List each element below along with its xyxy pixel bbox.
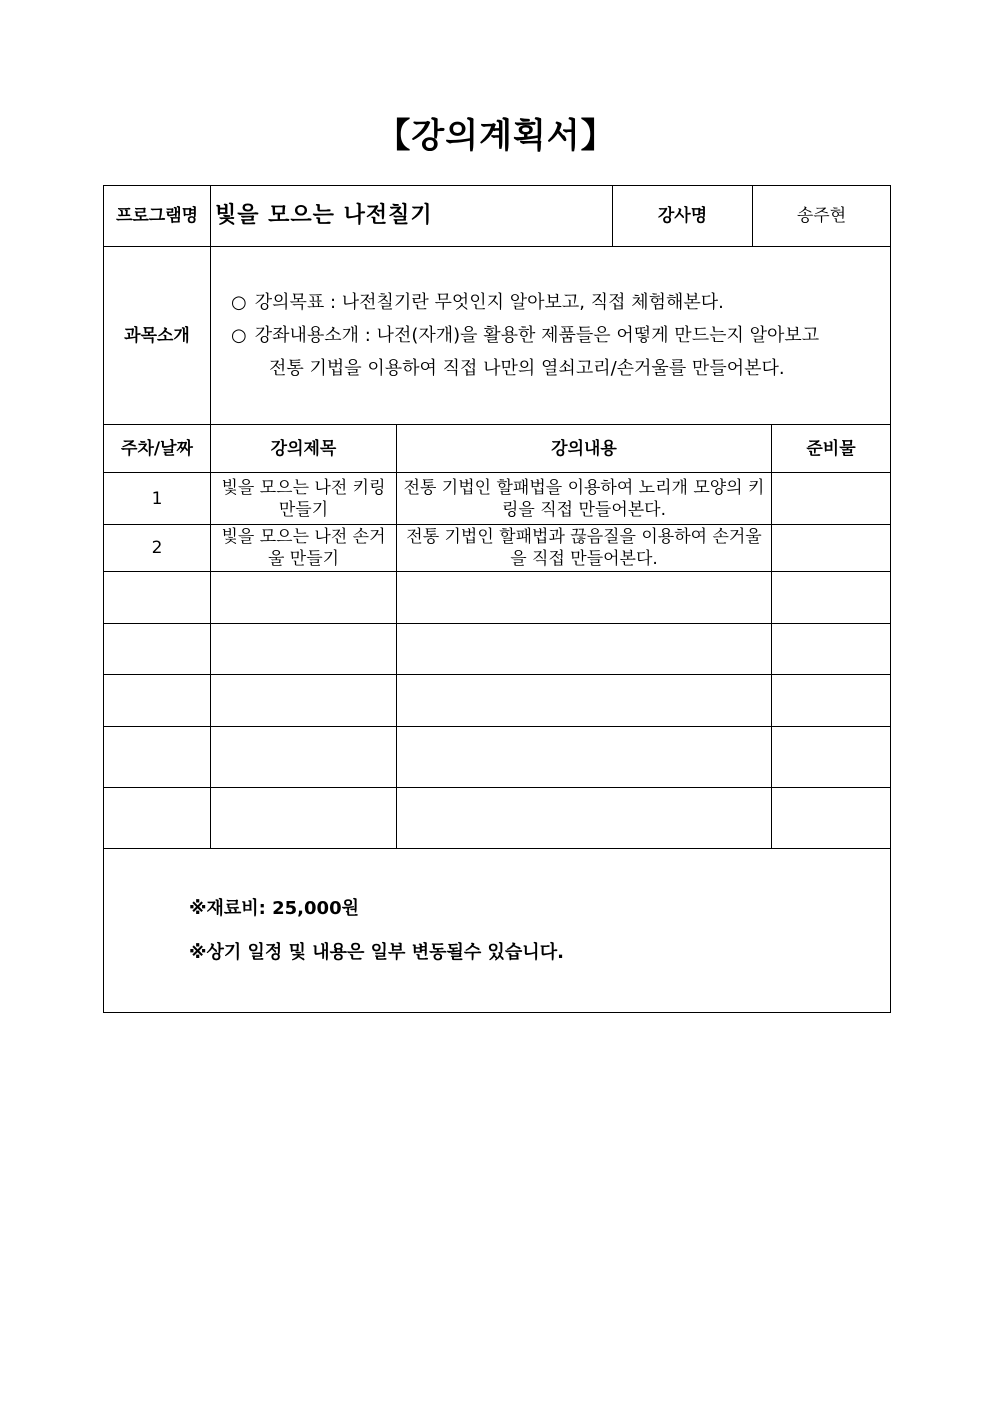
schedule-change-note: ※상기 일정 및 내용은 일부 변동될수 있습니다. [189, 941, 564, 963]
program-label: 프로그램명 [104, 186, 211, 247]
week-cell [104, 788, 211, 849]
week-cell [104, 572, 211, 624]
notes-row [104, 849, 891, 1013]
lecture-content-cell [397, 624, 772, 675]
circle-bullet-icon: ○ [231, 325, 247, 346]
column-header-content: 강의내용 [397, 425, 772, 473]
column-header-title: 강의제목 [211, 425, 397, 473]
column-header-week: 주차/날짜 [104, 425, 211, 473]
notes-cell [104, 849, 891, 1013]
lecture-content-cell [397, 727, 772, 788]
table-row [104, 727, 891, 788]
lecture-content: 전통 기법인 할패법을 이용하여 노리개 모양의 키링을 직접 만들어본다. [403, 477, 765, 520]
lecture-title-cell [211, 473, 397, 525]
lecture-content: 전통 기법인 할패법과 끊음질을 이용하여 손거울을 직접 만들어본다. [406, 527, 762, 569]
intro-content-text-2: 전통 기법을 이용하여 직접 나만의 열쇠고리/손거울를 만들어본다. [269, 358, 785, 379]
table-row [104, 473, 891, 525]
circle-bullet-icon: ○ [231, 292, 247, 313]
page-title: 【강의계획서】 [376, 116, 616, 156]
material-fee-note: ※재료비: 25,000원 [189, 897, 359, 919]
lecture-title-cell [211, 624, 397, 675]
table-row [104, 624, 891, 675]
schedule-header-row [104, 425, 891, 473]
table-row [104, 788, 891, 849]
instructor-label: 강사명 [613, 186, 753, 247]
column-header-materials: 준비물 [772, 425, 891, 473]
header-row [104, 186, 891, 247]
week-cell [104, 624, 211, 675]
lecture-plan-table [103, 185, 891, 1013]
intro-goal-line [231, 286, 886, 319]
materials-cell [772, 572, 891, 624]
lecture-title-cell [211, 572, 397, 624]
lecture-content-cell [397, 675, 772, 727]
materials-cell [772, 624, 891, 675]
lecture-title: 빛을 모으는 나전 손거울 만들기 [221, 527, 386, 569]
program-name: 빛을 모으는 나전칠기 [211, 186, 613, 247]
week-cell: 2 [104, 525, 211, 572]
table-row [104, 572, 891, 624]
lecture-title-cell [211, 788, 397, 849]
table-row [104, 675, 891, 727]
lecture-content-cell [397, 572, 772, 624]
table-row [104, 525, 891, 572]
intro-content-text-1: 강좌내용소개 : 나전(자개)을 활용한 제품들은 어떻게 만드는지 알아보고 [254, 325, 820, 346]
instructor-name: 송주현 [753, 186, 891, 247]
lecture-content-cell [397, 788, 772, 849]
materials-cell [772, 788, 891, 849]
intro-label: 과목소개 [104, 247, 211, 425]
lecture-title-cell [211, 727, 397, 788]
lecture-title: 빛을 모으는 나전 키링 만들기 [221, 477, 386, 520]
lecture-content-cell [397, 525, 772, 572]
week-cell [104, 675, 211, 727]
lecture-title-cell [211, 675, 397, 727]
materials-cell [772, 675, 891, 727]
materials-cell [772, 525, 891, 572]
lecture-title-cell [211, 525, 397, 572]
intro-row [104, 247, 891, 425]
intro-content-line [231, 319, 886, 352]
materials-cell [772, 473, 891, 525]
week-cell: 1 [104, 473, 211, 525]
week-cell [104, 727, 211, 788]
intro-content [211, 247, 891, 425]
materials-cell [772, 727, 891, 788]
intro-goal: 강의목표 : 나전칠기란 무엇인지 알아보고, 직접 체험해본다. [254, 292, 724, 313]
lecture-content-cell [397, 473, 772, 525]
